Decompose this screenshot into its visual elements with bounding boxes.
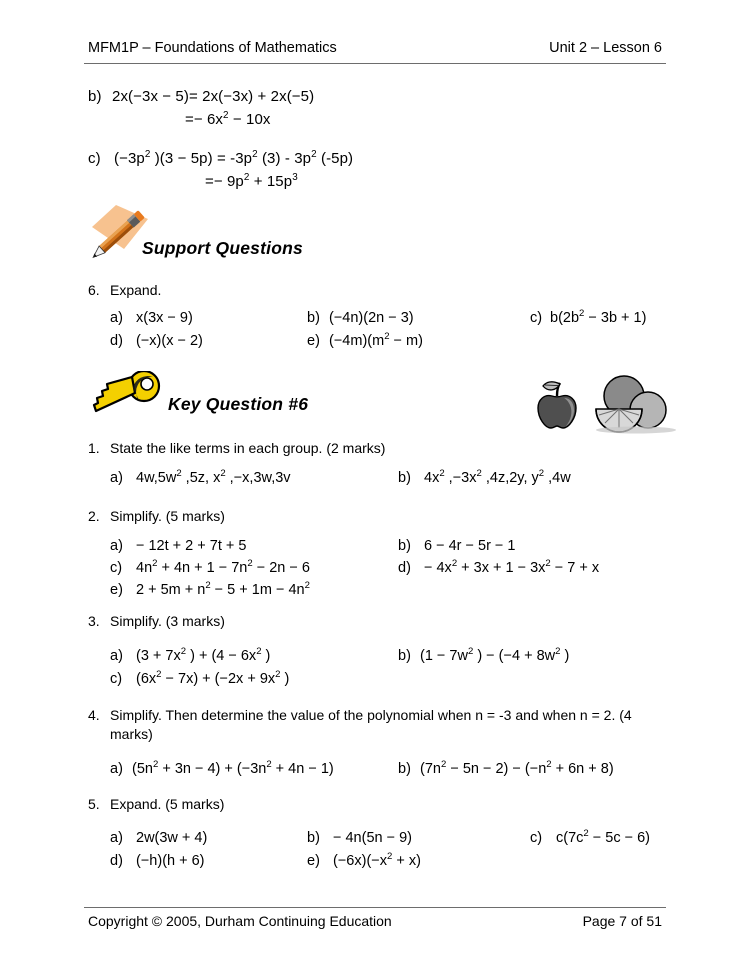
support-item-d: d) (−x)(x − 2) <box>110 333 203 349</box>
key-q5-item-c: c) $c(7c^2 - 5c - 6)$ <box>530 828 650 846</box>
footer-page-number: Page 7 of 51 <box>582 913 662 929</box>
key-question-3-instruction: Simplify. (3 marks) <box>110 613 225 629</box>
worked-example-b-line1 <box>88 88 314 105</box>
key-question-4 <box>88 706 648 744</box>
key-question-1-instruction: State the like terms in each group. (2 marks) <box>110 440 386 456</box>
key-question-4-instruction: Simplify. Then determine the value of the polynomial when n = -3 and when n = 2. (4 marks) <box>110 707 632 742</box>
key-q5-item-e-label: e) <box>307 853 320 869</box>
support-item-c: c) $b(2b^2 - 3b + 1)$ <box>530 308 647 326</box>
key-q5-item-a-label: a) <box>110 830 123 846</box>
support-item-e-label: e) <box>307 333 320 349</box>
key-question-1-number: 1. <box>88 440 100 456</box>
key-question-2-instruction: Simplify. (5 marks) <box>110 508 225 524</box>
key-q3-item-a-label: a) <box>110 648 123 664</box>
footer-copyright: Copyright © 2005, Durham Continuing Education <box>88 913 392 929</box>
key-icon <box>86 371 166 421</box>
key-q1-item-b: b) $4x^2$ $,-3x^2$ ,4z,2y, $y^2$ ,4w <box>398 468 571 486</box>
key-question-5 <box>88 796 224 812</box>
key-q3-item-a: a) ($3 + 7x^2$ ) + ($4 - 6x^2$ ) <box>110 646 271 664</box>
key-question-1 <box>88 440 385 456</box>
key-question-3-number: 3. <box>88 613 100 629</box>
key-q2-item-b-label: b) <box>398 538 411 554</box>
key-q3-item-b-label: b) <box>398 648 411 664</box>
key-question-heading: Key Question #6 <box>168 394 309 414</box>
key-q2-item-a-label: a) <box>110 538 123 554</box>
support-item-b: b) (−4n)(2n − 3) <box>307 310 414 326</box>
header-course-title: MFM1P – Foundations of Mathematics <box>88 40 337 56</box>
key-q5-item-e: e) $(-6x)(-x^2 + x)$ <box>307 851 421 869</box>
support-item-a: a) x(3x − 9) <box>110 310 193 326</box>
worked-example-b-rhs: 2x(−3x) + 2x(−5) <box>202 88 315 105</box>
key-q2-item-b: b) 6 − 4r − 5r − 1 <box>398 538 516 554</box>
key-question-5-instruction: Expand. (5 marks) <box>110 796 225 812</box>
support-item-e: e) $(-4m)(m^2 - m)$ <box>307 331 423 349</box>
key-question-3 <box>88 613 225 629</box>
worked-example-b-label: b) <box>88 88 102 105</box>
apple-and-oranges-image <box>524 372 684 434</box>
support-item-d-label: d) <box>110 333 123 349</box>
key-q5-item-d: d) (−h)(h + 6) <box>110 853 205 869</box>
key-q5-item-a: a) 2w(3w + 4) <box>110 830 208 846</box>
page-footer <box>88 913 662 929</box>
support-questions-heading: Support Questions <box>142 238 303 258</box>
key-question-4-number: 4. <box>88 707 100 723</box>
key-question-5-number: 5. <box>88 796 100 812</box>
worked-example-c-label: c) <box>88 150 101 167</box>
key-q4-item-a-label: a) <box>110 761 123 777</box>
key-q2-item-e: e) $2 + 5m + n^2 - 5 + 1m - 4n^2$ <box>110 580 310 598</box>
support-item-a-label: a) <box>110 310 123 326</box>
key-q5-item-b-label: b) <box>307 830 320 846</box>
key-q2-item-d-label: d) <box>398 560 411 576</box>
key-q4-item-a: a) $(5n^2 + 3n - 4) + (-3n^2 + 4n - 1)$ <box>110 759 334 777</box>
support-item-b-label: b) <box>307 310 320 326</box>
header-divider <box>84 63 666 64</box>
key-q1-item-b-label: b) <box>398 470 411 486</box>
key-question-2 <box>88 508 225 524</box>
key-q4-item-b: b) $(7n^2 - 5n - 2) - (-n^2 + 6n + 8)$ <box>398 759 614 777</box>
worked-example-b-lhs: 2x(−3x − 5)= <box>112 88 198 105</box>
page-header <box>88 40 662 56</box>
support-question-6-number: 6. <box>88 282 100 298</box>
worked-example-c-line1: c) ($-3p^2$ )$(3 - 5p) = -3p^2$ $(3) - 3p^2$ (-5p) <box>88 149 354 167</box>
support-question-6 <box>88 282 161 298</box>
header-unit-lesson: Unit 2 – Lesson 6 <box>549 40 662 56</box>
key-q5-item-c-label: c) <box>530 830 543 846</box>
key-q1-item-a-label: a) <box>110 470 123 486</box>
support-question-6-instruction: Expand. <box>110 282 162 298</box>
key-q2-item-c-label: c) <box>110 560 123 576</box>
support-item-c-label: c) <box>530 310 543 326</box>
key-q4-item-b-label: b) <box>398 761 411 777</box>
key-q3-item-c: c) $(6x^2 - 7x) + (-2x + 9x^2$ ) <box>110 669 290 687</box>
key-q2-item-a: a) − 12t + 2 + 7t + 5 <box>110 538 247 554</box>
key-question-2-number: 2. <box>88 508 100 524</box>
key-q2-item-d: $d) - 4x^2 + 3x + 1 - 3x^2 - 7 + x$ <box>398 558 600 576</box>
worked-example-c-line2: =− $9p^2 + 15p^3$ <box>205 172 298 190</box>
key-q5-item-d-label: d) <box>110 853 123 869</box>
key-q5-item-b: b) − 4n(5n − 9) <box>307 830 412 846</box>
key-q2-item-c: c) $4n^2 + 4n + 1 - 7n^2 - 2n - 6$ <box>110 558 310 576</box>
key-q3-item-b: b) ($1 - 7w^2$ ) − ($-4 + 8w^2$ ) <box>398 646 570 664</box>
key-q2-item-e-label: e) <box>110 582 123 598</box>
key-q1-item-a: a) $4w,5w^2$ ,5z, $x^2$ ,−x,3w,3v <box>110 468 291 486</box>
worked-example-b-line2: =− $6x^2 - 10x$ <box>185 110 271 128</box>
footer-divider <box>84 907 666 908</box>
key-q3-item-c-label: c) <box>110 671 123 687</box>
